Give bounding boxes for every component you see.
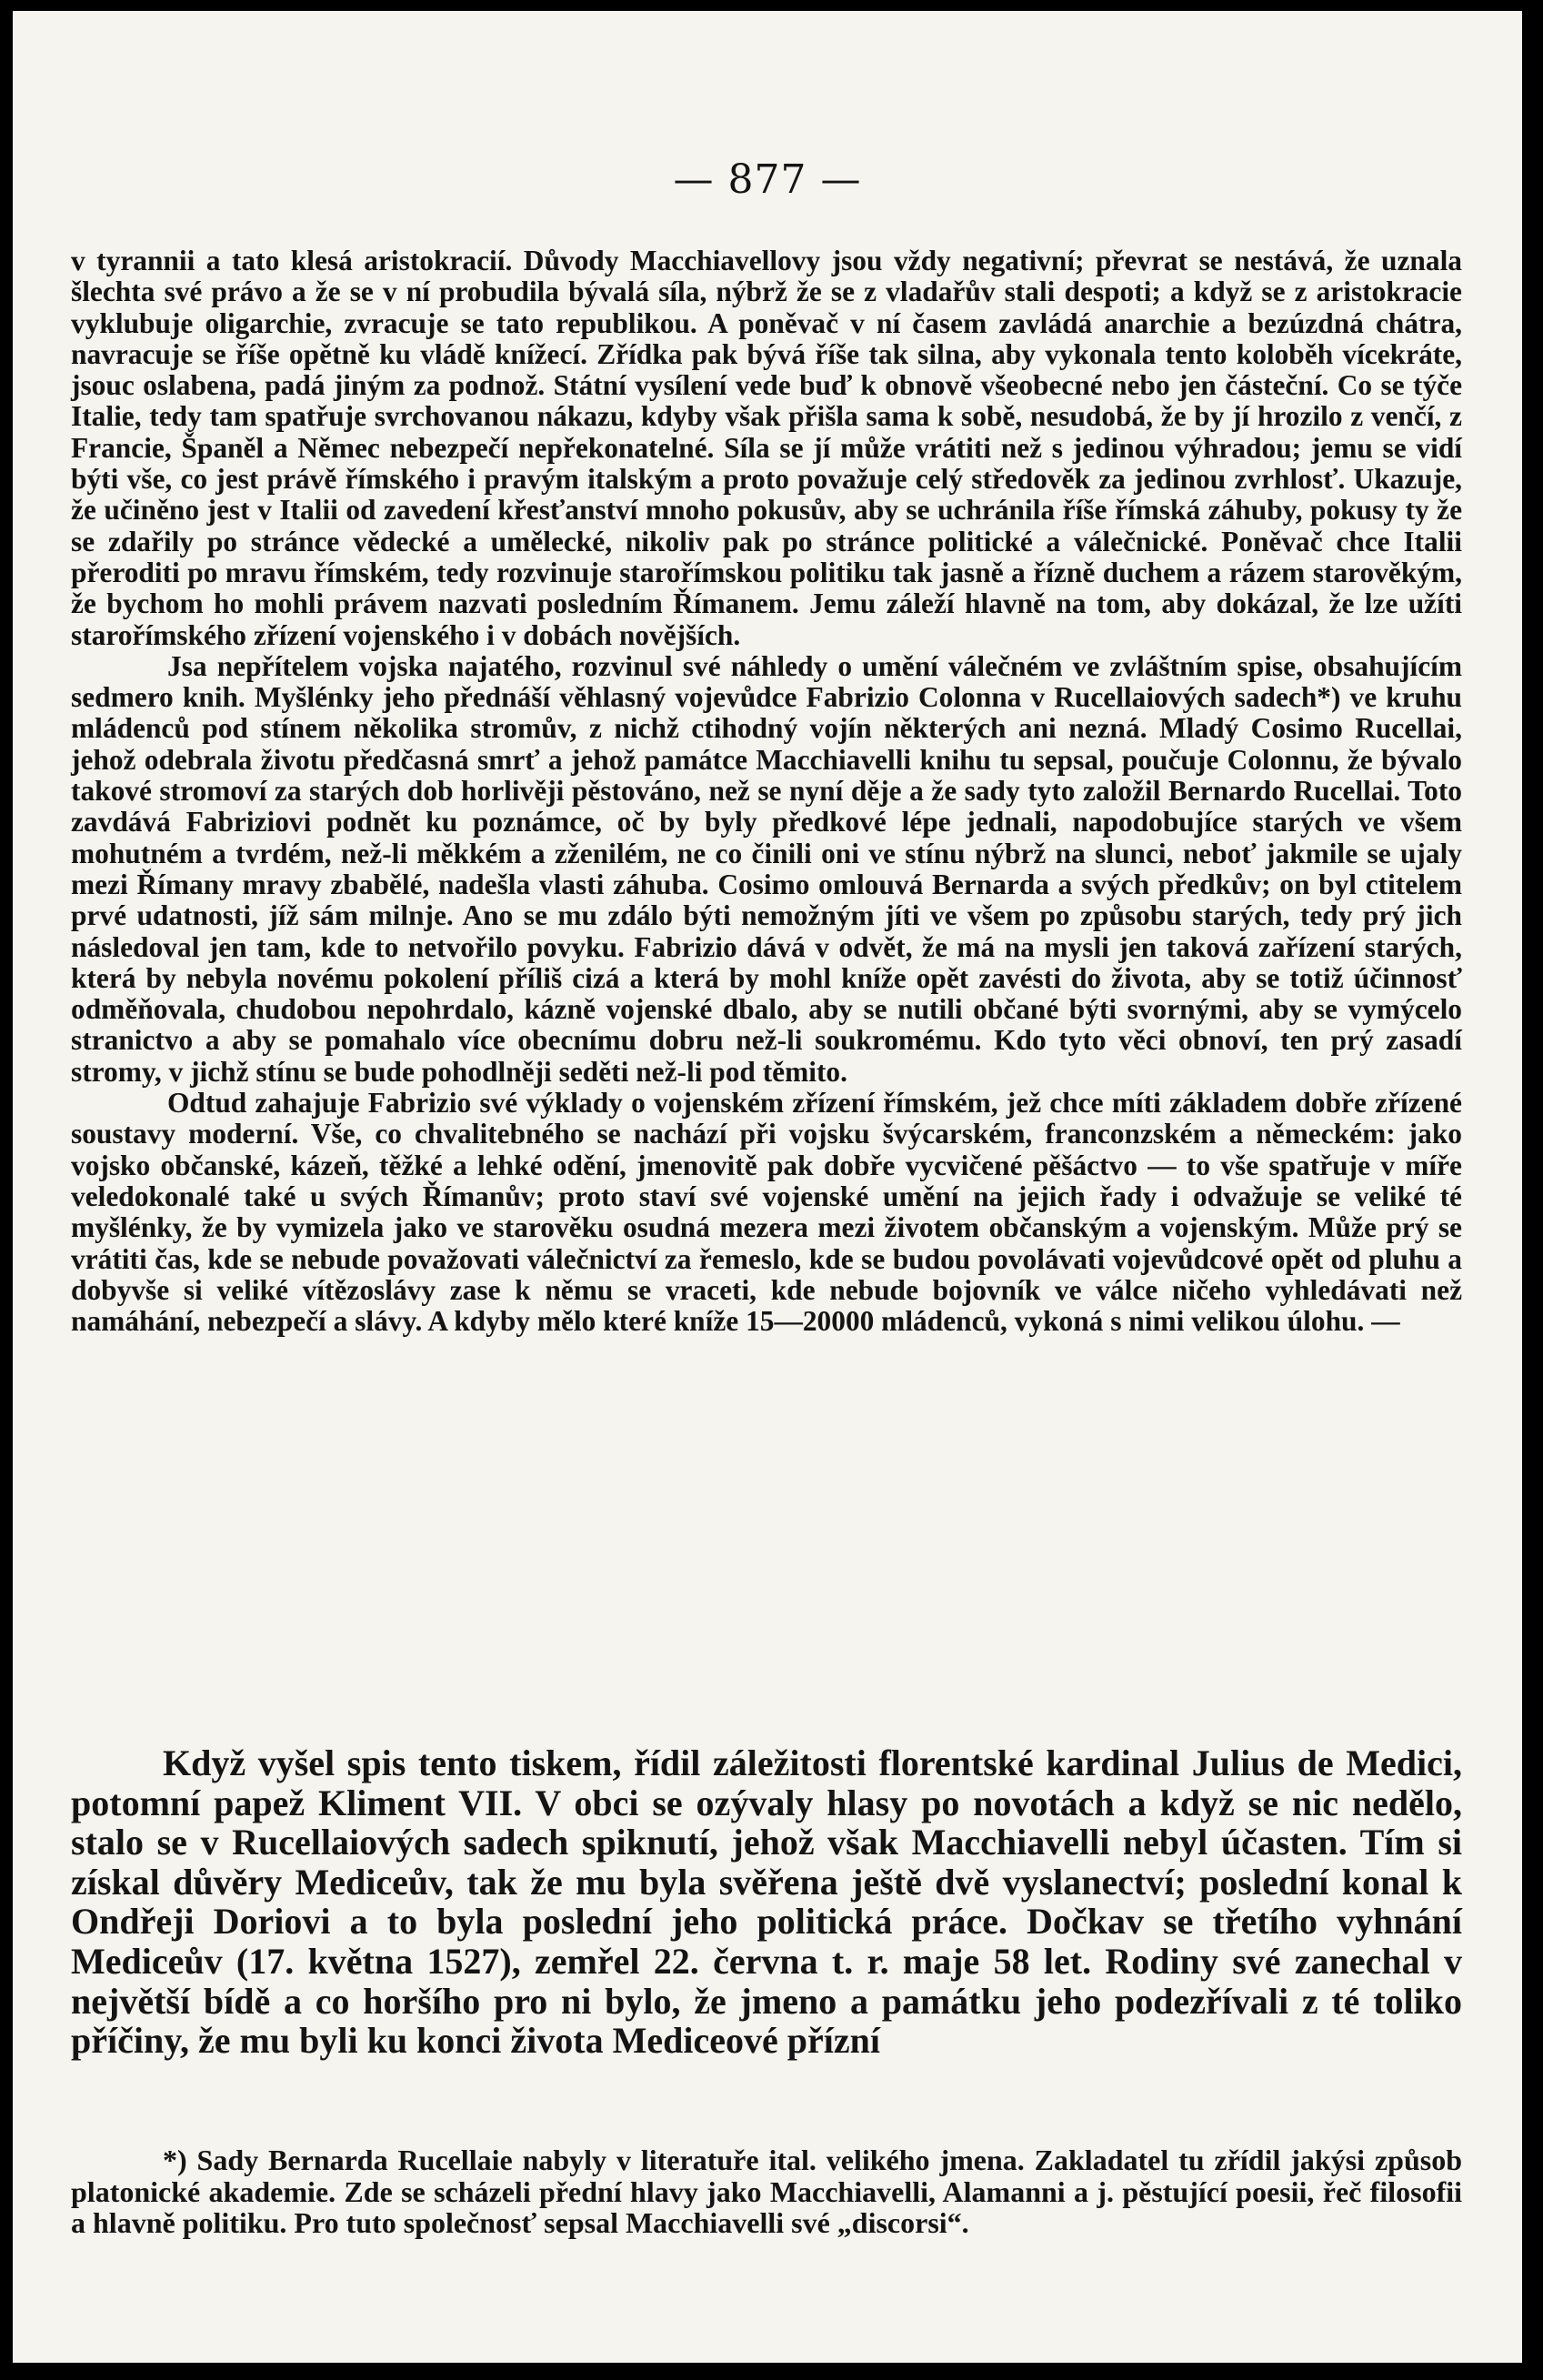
footnote [71, 2144, 1462, 2239]
book-page [13, 11, 1522, 2363]
page-number: — 877 — [673, 156, 862, 203]
body-text [71, 246, 1462, 1337]
paragraph-art-of-war: Jsa nepřítelem vojska najatého, rozvinul své náhledy o umění válečném ve zvláštním spise, obsahujícím sedmero knih. Myšlénky jeho přednáší věhlasný vojevůdce Fabrizio Colonna v Rucellaiových sadech*) ve kruhu mládenců pod stínem několika stromův, z nichž ctihodný vojín některých ani nezná. Mladý Cosimo Rucellai, jehož odebrala životu předčasná smrť a jehož památce Macchiavelli knihu tu sepsal, poučuje Colonnu, že bývalo takové stromoví za starých dob horlivěji pěstováno, než se nyní děje a že sady tyto založil Bernardo Rucellai. Toto zavdává Fabriziovi podnět ku poznámce, oč by byly předkové lépe jednali, napodobujíce starých ve všem mohutném a tvrdém, než-li měkkém a zženilém, ne co činili oni ve stínu nýbrž na slunci, neboť jakmile se ujaly mezi Římany mravy zbabělé, nadešla vlasti záhuba. Cosimo omlouvá Bernarda a svých předkův; on byl ctitelem prvé udatnosti, jíž sám milnje. Ano se mu zdálo býti nemožným jíti ve všem po způsobu starých, tedy prý jich následoval jen tam, kde to netvořilo povyku. Fabrizio dává v odvět, že má na mysli jen taková zařízení starých, která by nebyla novému pokolení příliš cizá a která by mohl kníže opět zavésti do života, aby se totiž účinnosť odměňovala, chudobou nepohrdalo, kázně vojenské dbalo, aby se nutili občané býti svornými, aby se vymýcelo stranictvo a aby se pomahalo více obecnímu dobru než-li soukromému. Kdo tyto věci obnoví, ten prý zasadí stromy, v jichž stínu se bude pohodlněji seděti než-li pod těmito. [71, 649, 1462, 1088]
paragraph-medici: Když vyšel spis tento tiskem, řídil záležitosti florentské kardinal Julius de Medici, potomní papež Kliment VII. V obci se ozývaly hlasy po novotách a když se nic nedělo, stalo se v Rucellaiových sadech spiknutí, jehož však Macchiavelli nebyl účasten. Tím si získal důvěry Mediceův, tak že mu byla svěřena ještě dvě vyslanectví; poslední konal k Ondřeji Doriovi a to byla poslední jeho politická práce. Dočkav se třetího vyhnání Mediceův (17. května 1527), zemřel 22. června t. r. maje 58 let. Rodiny své zanechal v největší bídě a co horšího pro ni bylo, že jmeno a památku jeho podezřívali z té toliko příčiny, že mu byli ku konci života Mediceové přízní [71, 1742, 1462, 2062]
paragraph-roman-military: Odtud zahajuje Fabrizio své výklady o vojenském zřízení římském, jež chce míti základem dobře zřízené soustavy moderní. Vše, co chvalitebného se nachází při vojsku švýcarském, franconzském a německém: jako vojsko občanské, kázeň, těžké a lehké odění, jmenovitě pak dobře vycvičené pěšáctvo — to vše spatřuje v míře veledokonalé také u svých Římanův; proto staví své vojenské umění na jejich řady i odvažuje se veliké té myšlénky, že by vymizela jako ve starověku osudná mezera mezi životem občanským a vojenským. Může prý se vrátiti čas, kde se nebude považovati válečnictví za řemeslo, kde se budou povolávati vojevůdcové opět od pluhu a dobyvše si veliké vítězoslávy zase k němu se vraceti, kde nebude bojovník ve válce ničeho vyhledávati než namáhání, nebezpečí a slávy. A kdyby mělo které kníže 15—20000 mládenců, vykoná s nimi velikou úlohu. — [71, 1087, 1462, 1338]
footnote-text: *) Sady Bernarda Rucellaie nabyly v literatuře ital. velikého jmena. Zakladatel tu zřídil jakýsi způsob platonické akademie. Zde se scházeli přední hlavy jako Macchiavelli, Alamanni a j. pěstující poesii, řeč filosofii a hlavně politiku. Pro tuto společnosť sepsal Macchiavelli své „discorsi“. [71, 2144, 1462, 2239]
large-text [71, 1743, 1462, 2061]
paragraph-aristocracy: v tyrannii a tato klesá aristokracií. Důvody Macchiavellovy jsou vždy negativní; převrat se nestává, že uznala šlechta své právo a že se v ní probudila bývalá síla, nýbrž že se z vladařův stali despoti; a když se z aristokracie vyklubuje oligarchie, zvracuje se tato republikou. A poněvač v ní časem zavládá anarchie a bezúzdná chátra, navracuje se říše opětně ku vládě knížecí. Zřídka pak bývá říše tak silna, aby vykonala tento koloběh vícekráte, jsouc oslabena, padá jiným za podnož. Státní vysílení vede buď k obnově všeobecné nebo jen částeční. Co se týče Italie, tedy tam spatřuje svrchovanou nákazu, kdyby však přišla sama k sobě, nesudobá, že by jí hrozilo z venčí, z Francie, Španěl a Němec nebezpečí nepřekonatelné. Síla se jí může vrátiti než s jedinou výhradou; jemu se vidí býti vše, co jest právě římského i pravým italským a proto považuje celý středověk za jedinou zvrhlosť. Ukazuje, že učiněno jest v Italii od zavedení křesťanství mnoho pokusův, aby se uchránila říše římská záhuby, pokusy ty že se zdařily po stránce vědecké a umělecké, nikoliv pak po stránce politické a válečnické. Poněvač chce Italii přeroditi po mravu římském, tedy rozvinuje starořímskou politiku tak jasně a řízně duchem a rázem starověkým, že bychom ho mohli právem nazvati posledním Římanem. Jemu záleží hlavně na tom, aby dokázal, že lze užíti starořímského zřízení vojenského i v dobách novějších. [71, 245, 1462, 651]
